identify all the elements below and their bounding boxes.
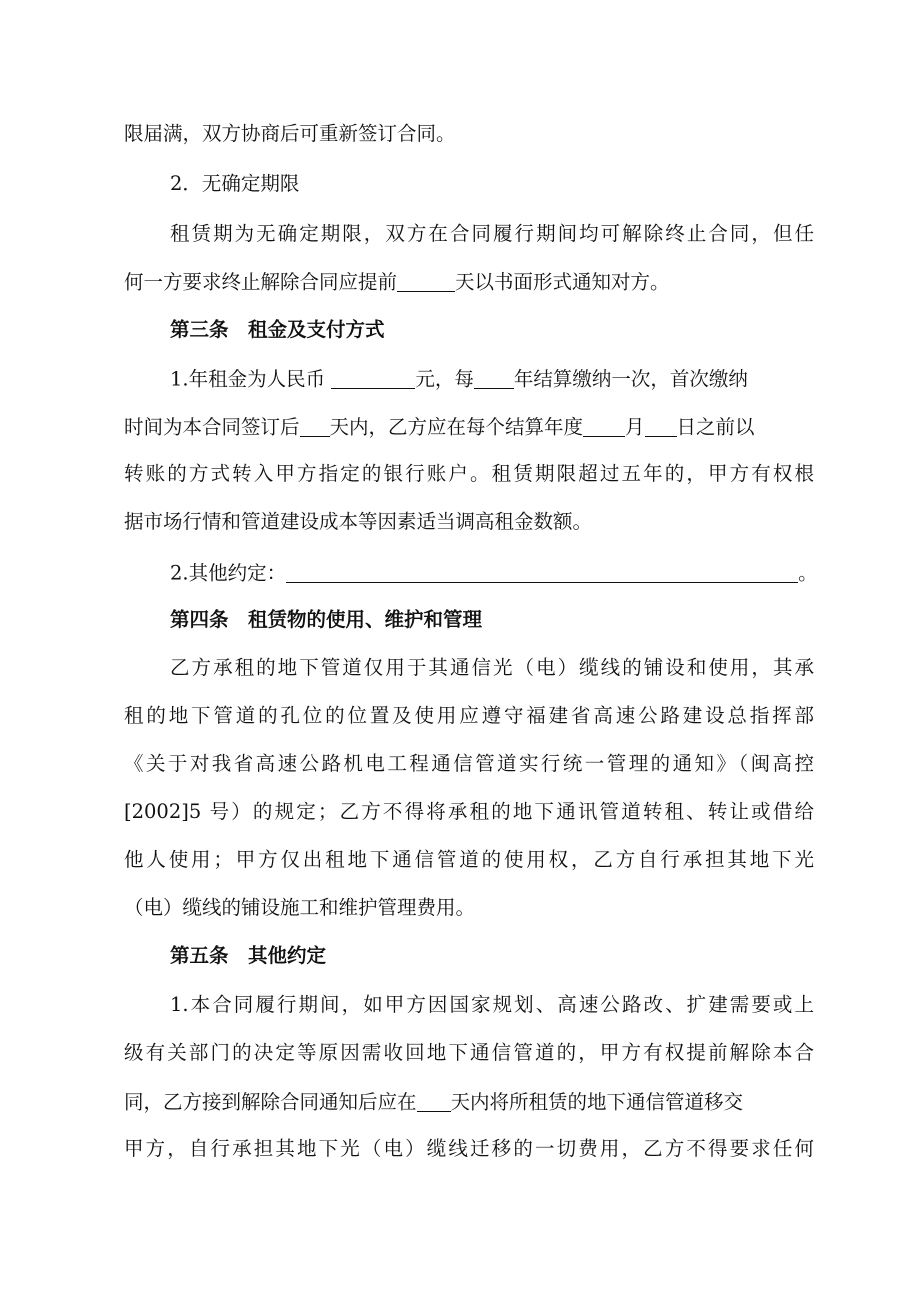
line-text: 天以书面形式通知对方。: [455, 270, 670, 294]
paragraph-line: [170, 995, 814, 1015]
fill-blank: [300, 416, 330, 437]
line-text: 据市场行情和管道建设成本等因素适当调高租金数额。: [124, 510, 593, 533]
heading-text: 第三条 租金及支付方式: [170, 318, 385, 341]
paragraph-line: [124, 416, 814, 437]
fill-blank: [331, 368, 415, 389]
line-text: 何一方要求终止解除合同应提前: [124, 270, 398, 294]
line-text: 年结算缴纳一次，首次缴纳: [513, 367, 748, 391]
paragraph-line: [124, 271, 814, 292]
paragraph-line: [170, 224, 814, 244]
line-text: 他人使用；甲方仅出租地下通信管道的使用权，乙方自行承担其地下光: [124, 848, 814, 871]
article-heading: [170, 320, 814, 340]
fill-blank: [417, 1091, 451, 1112]
line-text: 时间为本合同签订后: [124, 415, 300, 439]
line-text: 同，乙方接到解除合同通知后应在: [124, 1090, 417, 1114]
paragraph-line: [124, 706, 814, 726]
fill-blank: [583, 416, 625, 437]
line-text: 1.年租金为人民币: [170, 367, 332, 391]
line-text: （电）缆线的铺设施工和维护管理费用。: [124, 896, 476, 919]
line-text: 租的地下管道的孔位的位置及使用应遵守福建省高速公路建设总指挥部: [124, 704, 814, 727]
line-text: 天内，乙方应在每个结算年度: [329, 415, 584, 439]
fill-blank: [645, 416, 677, 437]
line-text: 2．无确定期限: [170, 172, 300, 195]
watermark: www.zixin.com.cn: [395, 600, 876, 660]
line-text: [2002]5 号）的规定；乙方不得将承租的地下通讯管道转租、转让或借给: [124, 800, 814, 823]
line-text: 限届满，双方协商后可重新签订合同。: [124, 122, 456, 145]
line-text: 元，每: [415, 367, 474, 391]
line-text: 月: [625, 415, 645, 439]
line-text: 。: [798, 561, 818, 585]
paragraph-line: [124, 464, 814, 484]
paragraph-line: [170, 368, 814, 389]
line-text: 1.本合同履行期间，如甲方因国家规划、高速公路改、扩建需要或上: [170, 993, 814, 1016]
line-text: 日之前以: [676, 415, 755, 439]
paragraph-line: [124, 1043, 814, 1063]
paragraph-line: [124, 512, 814, 532]
fill-blank: [397, 271, 455, 292]
line-text: 租赁期为无确定期限，双方在合同履行期间均可解除终止合同，但任: [170, 222, 814, 245]
line-text: 级有关部门的决定等原因需收回地下通信管道的，甲方有权提前解除本合: [124, 1041, 814, 1064]
line-text: 转账的方式转入甲方指定的银行账户。租赁期限超过五年的，甲方有权根: [124, 462, 814, 485]
section-subtitle: [170, 174, 814, 194]
paragraph-line: [124, 898, 814, 918]
paragraph-line: [124, 850, 814, 870]
fill-blank: [286, 562, 798, 583]
paragraph-line: [124, 124, 814, 144]
heading-text: 第五条 其他约定: [170, 944, 327, 967]
line-text: 2.其他约定：: [170, 561, 287, 585]
line-text: 乙方承租的地下管道仅用于其通信光（电）缆线的铺设和使用，其承: [170, 656, 814, 679]
paragraph-line: [124, 1091, 814, 1112]
paragraph-line: [170, 658, 814, 678]
paragraph-line: [124, 1139, 814, 1159]
line-text: 《关于对我省高速公路机电工程通信管道实行统一管理的通知》（闽高控: [124, 752, 814, 775]
paragraph-line: [124, 802, 814, 822]
article-heading: [170, 610, 814, 630]
paragraph-line: [170, 561, 818, 585]
fill-blank: [474, 368, 514, 389]
article-heading: [170, 946, 814, 966]
heading-text: 第四条 租赁物的使用、维护和管理: [170, 608, 483, 631]
paragraph-line: [124, 754, 814, 774]
line-text: 甲方，自行承担其地下光（电）缆线迁移的一切费用，乙方不得要求任何: [124, 1137, 814, 1160]
line-text: 天内将所租赁的地下通信管道移交: [450, 1090, 744, 1114]
